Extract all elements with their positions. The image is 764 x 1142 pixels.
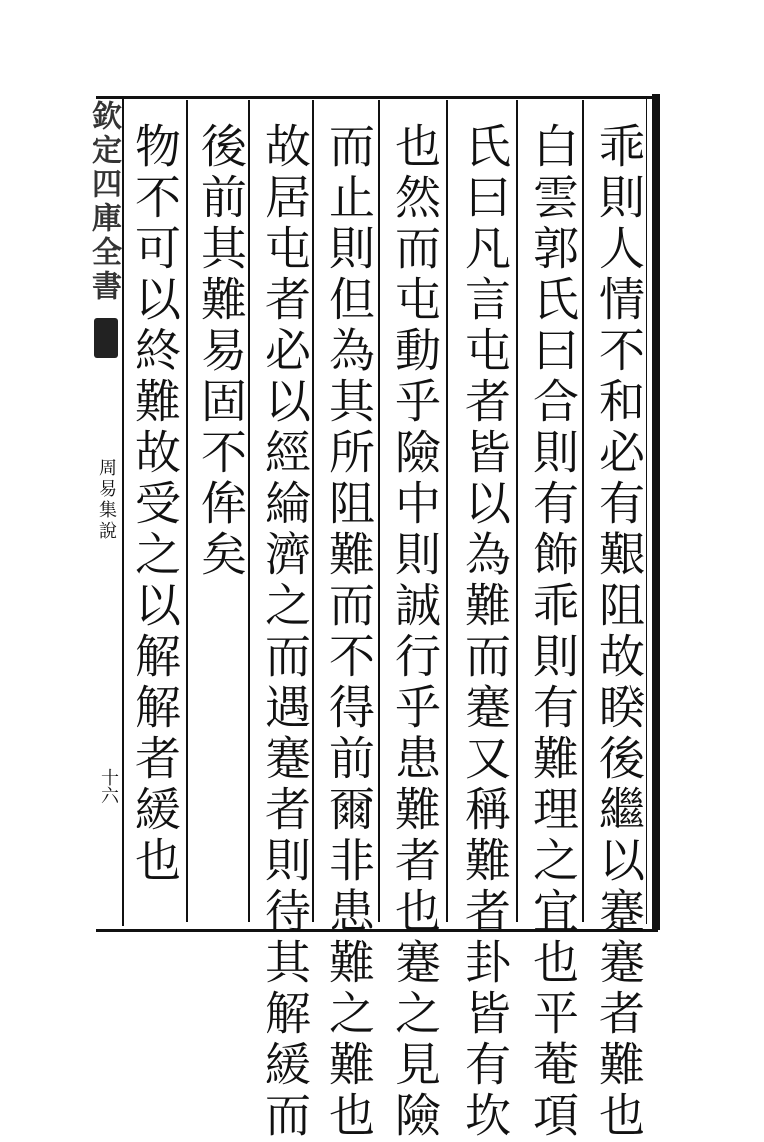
text-column-2: 白雲郭氏曰合則有飾乖則有難理之宜也平菴項 (526, 122, 580, 1142)
book-title: 欽定四庫全書 (86, 100, 121, 304)
text-column-7: 後前其難易固不侔矣 (194, 122, 248, 581)
frame-right-border (652, 94, 660, 930)
column-rule (186, 100, 188, 922)
column-rule (516, 100, 518, 922)
text-column-4: 也然而屯動乎險中則誠行乎患難者也蹇之見險 (388, 122, 442, 1142)
text-column-6: 故居屯者必以經綸濟之而遇蹇者則待其解緩而 (258, 122, 312, 1142)
chapter-title: 周易集說 (96, 458, 117, 542)
gutter-divider (122, 96, 124, 926)
column-rule (582, 100, 584, 922)
text-column-5: 而止則但為其所阻難而不得前爾非患難之難也 (322, 122, 376, 1142)
text-column-8: 物不可以終難故受之以解解者緩也 (128, 122, 182, 887)
column-rule (446, 100, 448, 922)
text-column-1: 乖則人情不和必有艱阻故睽後繼以蹇蹇者難也 (592, 122, 646, 1142)
text-column-3: 氏曰凡言屯者皆以為難而蹇又稱難者卦皆有坎 (458, 122, 512, 1142)
page-number: 十六 (98, 768, 119, 804)
fish-tail-mark (94, 318, 118, 358)
column-rule (378, 100, 380, 922)
